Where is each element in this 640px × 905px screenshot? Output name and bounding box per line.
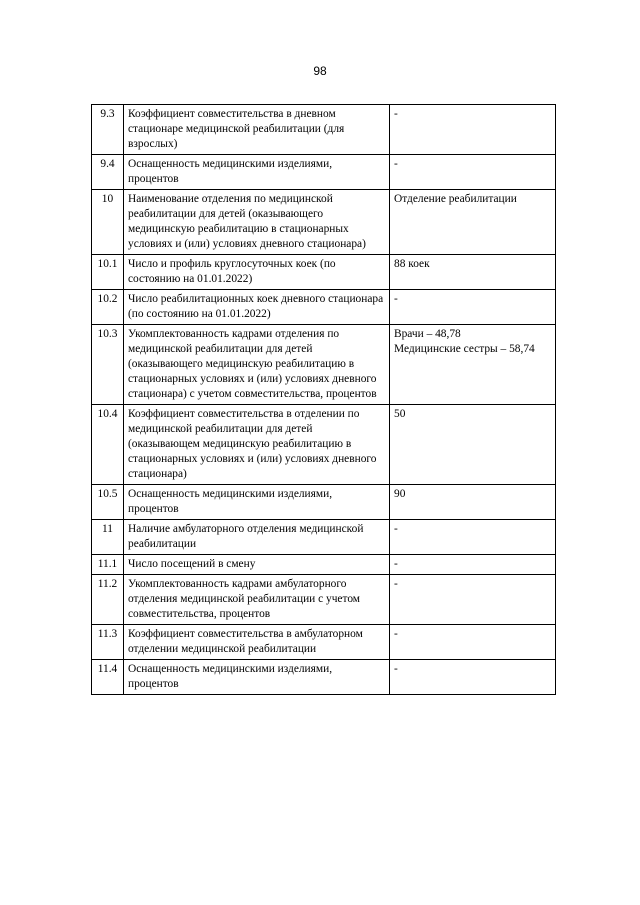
row-indicator: Число реабилитационных коек дневного стационара (по состоянию на 01.01.2022) <box>124 290 390 325</box>
value-line: 88 коек <box>394 258 430 270</box>
value-line: 90 <box>394 488 406 500</box>
table-row <box>92 625 556 660</box>
value-line: Медицинские сестры – 58,74 <box>394 343 535 355</box>
row-number: 10.3 <box>92 325 124 405</box>
row-number: 10.4 <box>92 405 124 485</box>
row-number: 10 <box>92 190 124 255</box>
row-indicator: Коэффициент совместительства в дневном стационаре медицинской реабилитации (для взрослых) <box>124 105 390 155</box>
row-value <box>390 325 556 405</box>
value-line: - <box>394 558 398 570</box>
value-line: - <box>394 293 398 305</box>
row-value <box>390 255 556 290</box>
row-value <box>390 190 556 255</box>
row-value <box>390 555 556 575</box>
row-value <box>390 625 556 660</box>
value-line: Отделение реабилитации <box>394 193 517 205</box>
row-indicator: Коэффициент совместительства в отделении по медицинской реабилитации для детей (оказывающем медицинскую реабилитацию в стационарных условиях и (или) условиях дневного стационара) <box>124 405 390 485</box>
row-number: 11.2 <box>92 575 124 625</box>
row-value <box>390 290 556 325</box>
table-row <box>92 555 556 575</box>
row-number: 11.4 <box>92 660 124 695</box>
table-row <box>92 660 556 695</box>
row-number: 9.3 <box>92 105 124 155</box>
value-line: - <box>394 523 398 535</box>
row-value <box>390 405 556 485</box>
table-row <box>92 485 556 520</box>
row-indicator: Наименование отделения по медицинской реабилитации для детей (оказывающего медицинскую реабилитацию в стационарных условиях и (или) условиях дневного стационара) <box>124 190 390 255</box>
table-row <box>92 325 556 405</box>
table-row <box>92 155 556 190</box>
value-line: 50 <box>394 408 406 420</box>
table-row <box>92 575 556 625</box>
row-indicator: Оснащенность медицинскими изделиями, процентов <box>124 155 390 190</box>
row-indicator: Оснащенность медицинскими изделиями, процентов <box>124 660 390 695</box>
row-indicator: Укомплектованность кадрами амбулаторного отделения медицинской реабилитации с учетом совместительства, процентов <box>124 575 390 625</box>
table-row <box>92 255 556 290</box>
row-value <box>390 660 556 695</box>
row-value <box>390 575 556 625</box>
table-row <box>92 520 556 555</box>
value-line: - <box>394 158 398 170</box>
row-value <box>390 105 556 155</box>
row-number: 11 <box>92 520 124 555</box>
table-row <box>92 105 556 155</box>
row-number: 10.2 <box>92 290 124 325</box>
table-row <box>92 405 556 485</box>
page-number: 98 <box>313 64 327 78</box>
value-line: - <box>394 663 398 675</box>
row-indicator: Наличие амбулаторного отделения медицинской реабилитации <box>124 520 390 555</box>
row-number: 10.5 <box>92 485 124 520</box>
table-row <box>92 290 556 325</box>
table-body <box>92 105 556 695</box>
row-indicator: Укомплектованность кадрами отделения по медицинской реабилитации для детей (оказывающего медицинскую реабилитацию в стационарных условиях и (или) условиях дневного стационара) с учетом совместительства, процентов <box>124 325 390 405</box>
value-line: - <box>394 628 398 640</box>
row-number: 11.3 <box>92 625 124 660</box>
row-indicator: Оснащенность медицинскими изделиями, процентов <box>124 485 390 520</box>
row-number: 10.1 <box>92 255 124 290</box>
row-value <box>390 485 556 520</box>
row-indicator: Число посещений в смену <box>124 555 390 575</box>
table-row <box>92 190 556 255</box>
row-number: 11.1 <box>92 555 124 575</box>
value-line: - <box>394 108 398 120</box>
value-line: Врачи – 48,78 <box>394 328 461 340</box>
value-line: - <box>394 578 398 590</box>
data-table <box>91 104 556 695</box>
row-value <box>390 520 556 555</box>
row-value <box>390 155 556 190</box>
row-indicator: Коэффициент совместительства в амбулаторном отделении медицинской реабилитации <box>124 625 390 660</box>
row-indicator: Число и профиль круглосуточных коек (по состоянию на 01.01.2022) <box>124 255 390 290</box>
row-number: 9.4 <box>92 155 124 190</box>
